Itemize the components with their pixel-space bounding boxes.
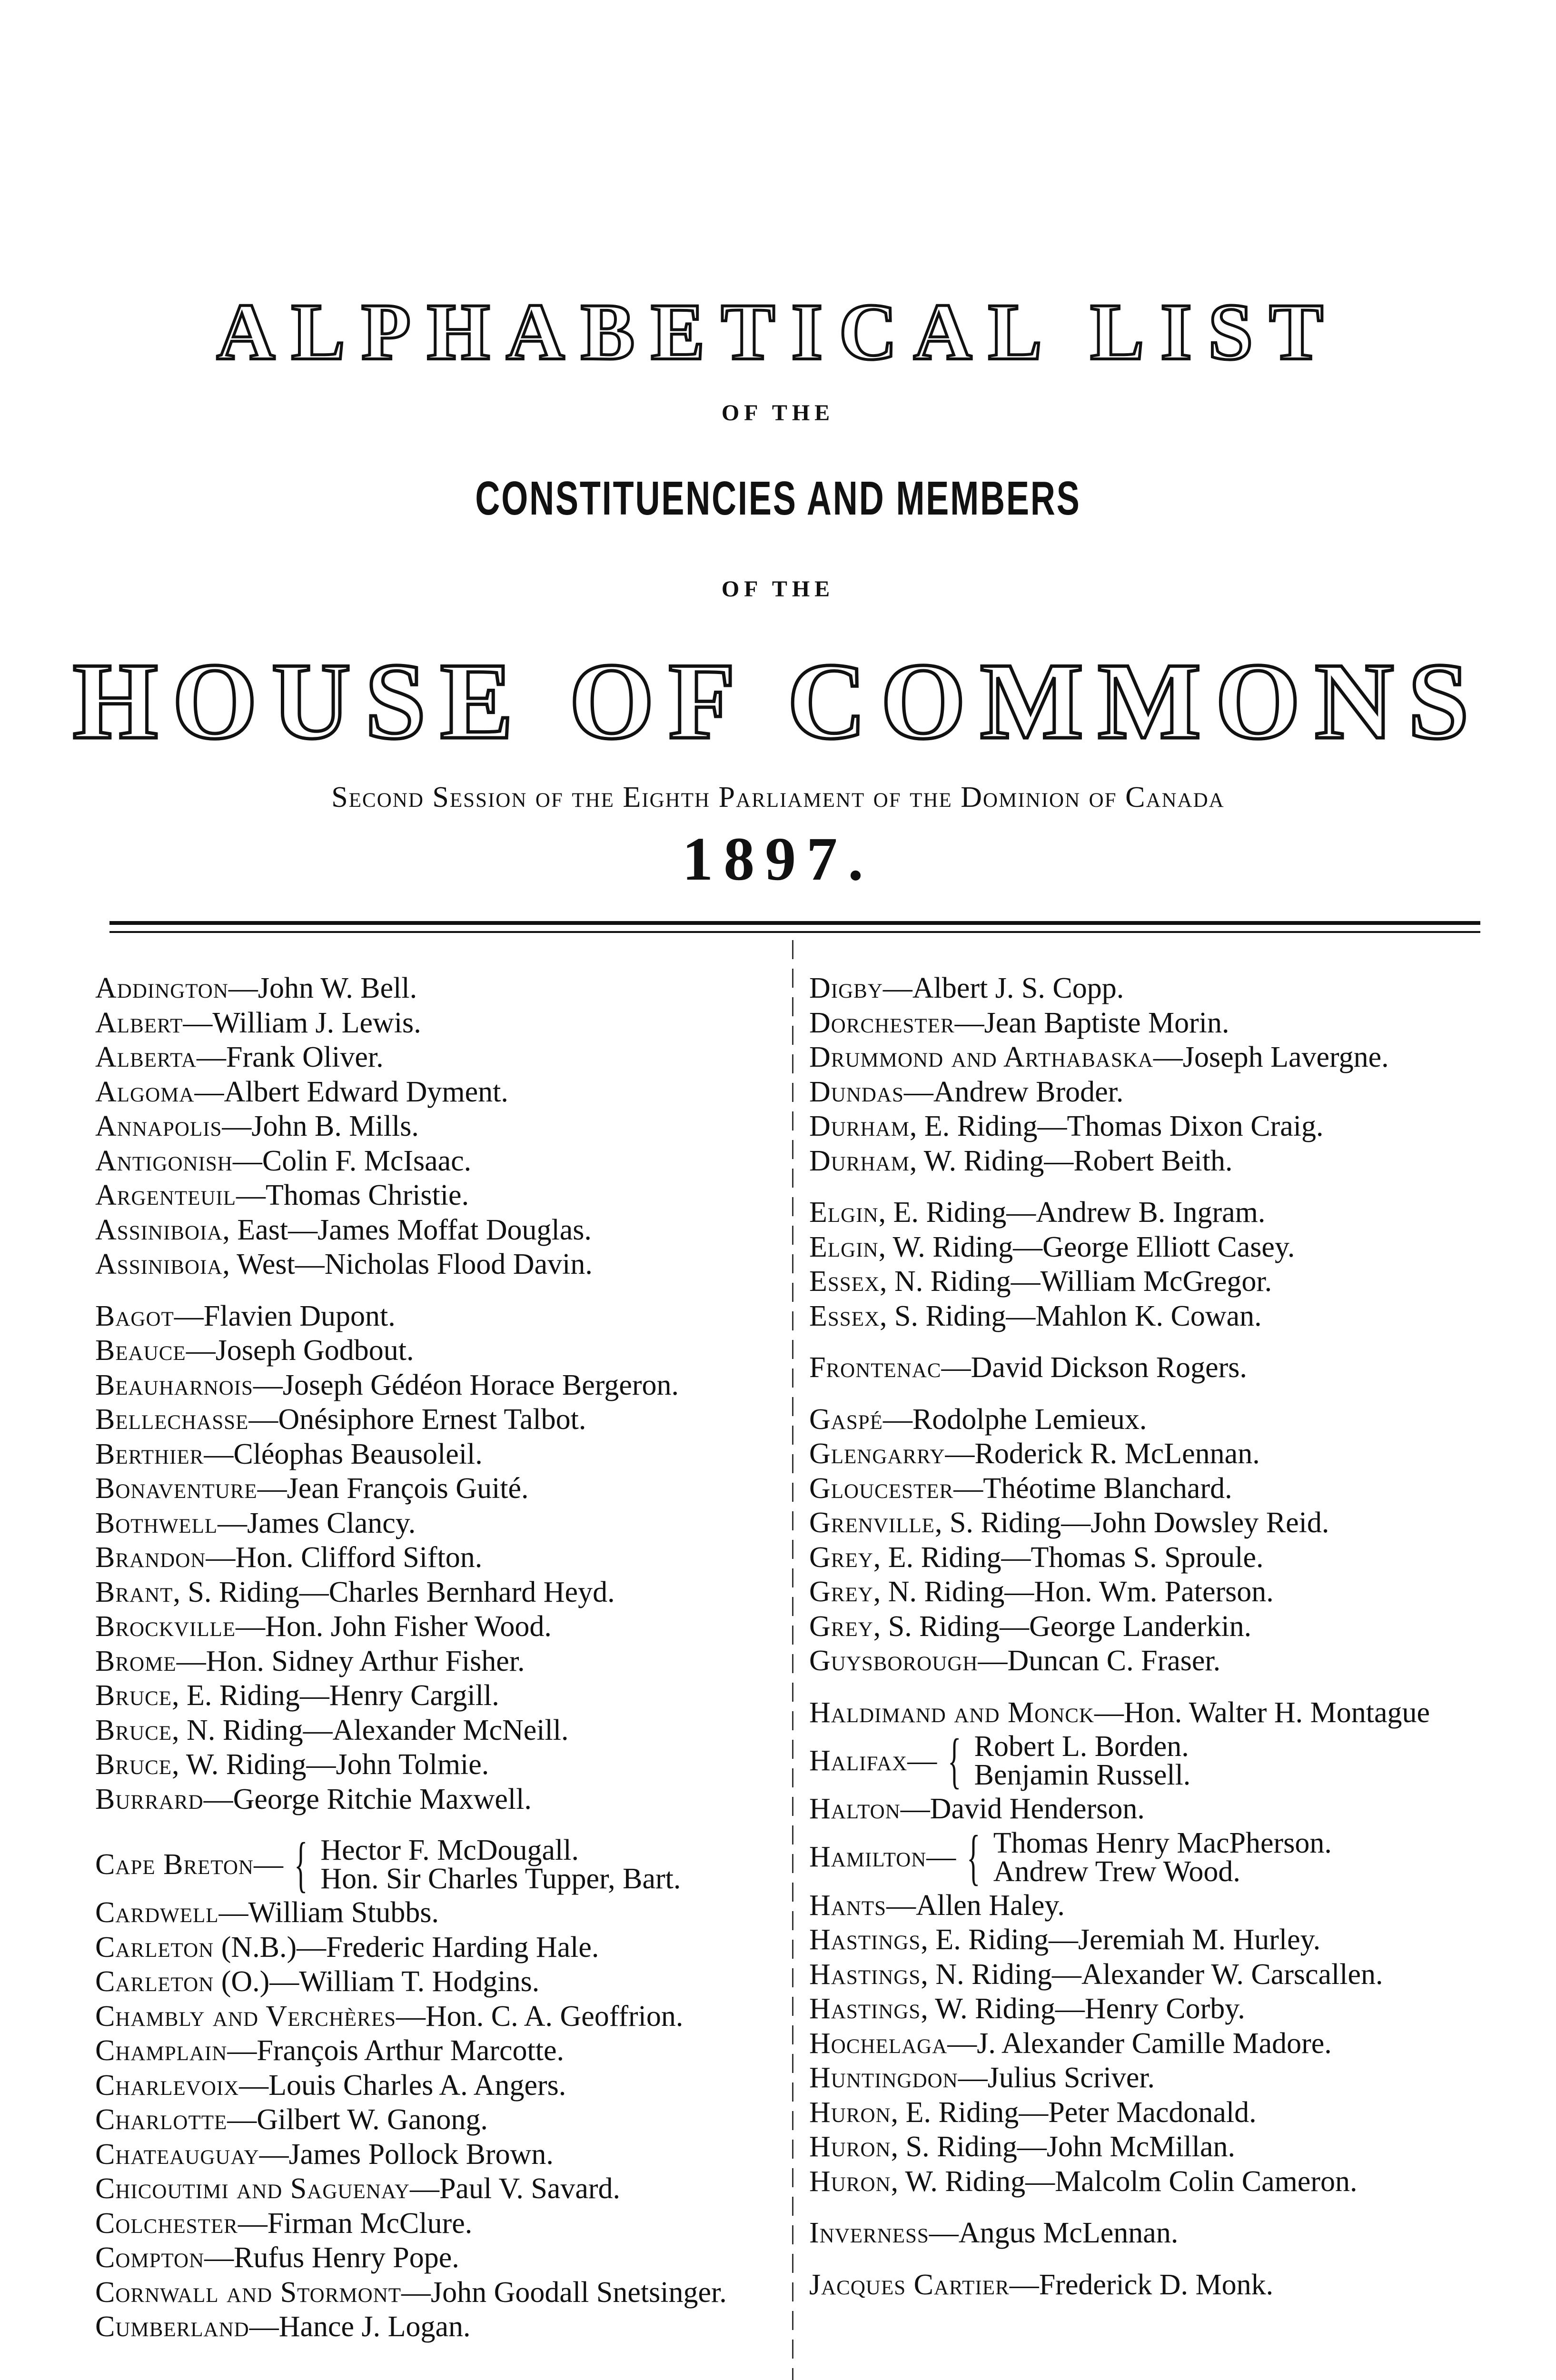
brace-glyph: { bbox=[294, 1830, 308, 1899]
list-item bbox=[809, 1471, 1533, 1506]
list-item bbox=[95, 2137, 781, 2172]
member-name: , S. Riding—George Landerkin. bbox=[873, 1610, 1252, 1643]
list-item bbox=[809, 1109, 1533, 1144]
constituency-name: Chambly and Verchères bbox=[95, 2000, 396, 2033]
member-name: —Hon. C. A. Geoffrion. bbox=[396, 2000, 684, 2033]
constituency-name: Hants bbox=[809, 1889, 887, 1922]
section-gap bbox=[809, 1678, 1533, 1696]
list-item bbox=[809, 1195, 1533, 1230]
member-name: Hon. Sir Charles Tupper, Bart. bbox=[320, 1863, 681, 1895]
constituency-name: Essex bbox=[809, 1265, 880, 1298]
list-item bbox=[95, 1213, 781, 1248]
constituency-name: Charlevoix bbox=[95, 2069, 239, 2102]
constituency-name: Haldimand and Monck bbox=[809, 1696, 1094, 1729]
list-item bbox=[809, 1992, 1533, 2026]
constituency-name: Halton bbox=[809, 1793, 901, 1825]
constituency-name: Inverness bbox=[809, 2217, 929, 2249]
list-item bbox=[95, 1247, 781, 1282]
member-name: —James Clancy. bbox=[218, 1507, 416, 1539]
member-name: —Albert J. S. Copp. bbox=[882, 972, 1124, 1004]
session-line: Second Session of the Eighth Parliament of the Dominion of Canada bbox=[331, 781, 1225, 813]
member-name: (N.B.)—Frederic Harding Hale. bbox=[214, 1931, 599, 1964]
member-name: —Hon. Sidney Arthur Fisher. bbox=[176, 1645, 525, 1677]
list-item bbox=[809, 1006, 1533, 1041]
list-item bbox=[809, 1823, 1533, 1892]
member-name: , N. Riding—Alexander W. Carscallen. bbox=[921, 1958, 1383, 1991]
constituency-name: Essex bbox=[809, 1299, 880, 1332]
member-name: —Rodolphe Lemieux. bbox=[882, 1403, 1147, 1436]
member-name: , E. Riding—Thomas Dixon Craig. bbox=[909, 1110, 1324, 1142]
member-name: —Albert Edward Dyment. bbox=[194, 1075, 508, 1108]
member-name: —Flavien Dupont. bbox=[174, 1299, 396, 1332]
constituency-name: Algoma bbox=[95, 1075, 195, 1108]
list-item bbox=[95, 1075, 781, 1110]
member-name: , E. Riding—Peter Macdonald. bbox=[891, 2096, 1257, 2129]
list-item bbox=[95, 1006, 781, 1041]
constituency-name: Albert bbox=[95, 1006, 183, 1039]
member-name: —Roderick R. McLennan. bbox=[945, 1438, 1260, 1470]
list-item bbox=[809, 2216, 1533, 2251]
list-item bbox=[95, 1040, 781, 1075]
member-name: —George Ritchie Maxwell. bbox=[203, 1783, 532, 1815]
section-gap bbox=[809, 1178, 1533, 1195]
member-name: —Jean Baptiste Morin. bbox=[954, 1006, 1229, 1039]
list-item bbox=[95, 1830, 781, 1899]
member-name: —Hon. Walter H. Montague bbox=[1094, 1696, 1430, 1729]
member-name: —Hon. John Fisher Wood. bbox=[236, 1610, 552, 1643]
list-item bbox=[809, 1144, 1533, 1179]
constituency-name: Hastings bbox=[809, 1924, 921, 1956]
constituency-name: Alberta bbox=[95, 1041, 197, 1073]
member-name: —Angus McLennan. bbox=[929, 2217, 1179, 2249]
member-name: , N. Riding—Hon. Wm. Paterson. bbox=[873, 1576, 1274, 1608]
member-name: —Thomas Christie. bbox=[236, 1179, 469, 1211]
dash: — bbox=[907, 1744, 937, 1777]
constituency-name: Charlotte bbox=[95, 2103, 228, 2136]
member-name: —Théotime Blanchard. bbox=[953, 1472, 1232, 1505]
list-item bbox=[809, 2026, 1533, 2061]
year: 1897. bbox=[682, 825, 874, 893]
page-title: ALPHABETICAL LIST bbox=[217, 287, 1339, 377]
list-item bbox=[95, 1895, 781, 1930]
list-item bbox=[809, 1506, 1533, 1540]
list-item bbox=[95, 2068, 781, 2103]
list-item bbox=[809, 1264, 1533, 1299]
constituency-name: Grenville bbox=[809, 1507, 935, 1539]
member-group bbox=[974, 1732, 1191, 1789]
list-item bbox=[95, 1178, 781, 1213]
constituency-name: Durham bbox=[809, 1110, 910, 1142]
constituency-name: Hochelaga bbox=[809, 2027, 948, 2060]
list-item bbox=[95, 2172, 781, 2206]
subtitle-constituencies: CONSTITUENCIES AND MEMBERS bbox=[475, 472, 1081, 525]
list-item bbox=[95, 1644, 781, 1679]
list-item bbox=[95, 1930, 781, 1965]
list-item bbox=[809, 1696, 1533, 1730]
constituency-name: Colchester bbox=[95, 2207, 238, 2240]
member-name: —Rufus Henry Pope. bbox=[204, 2241, 459, 2274]
list-item bbox=[809, 971, 1533, 1006]
list-item bbox=[95, 1999, 781, 2034]
list-item bbox=[95, 971, 781, 1006]
constituency-name: Dorchester bbox=[809, 1006, 955, 1039]
member-name: , E. Riding—Thomas S. Sproule. bbox=[873, 1541, 1264, 1574]
constituency-name: Burrard bbox=[95, 1783, 204, 1815]
list-item bbox=[809, 2095, 1533, 2130]
constituency-name: Huron bbox=[809, 2131, 891, 2163]
member-name: —Firman McClure. bbox=[238, 2207, 473, 2240]
member-name: —Hance J. Logan. bbox=[249, 2311, 471, 2343]
list-item bbox=[95, 1609, 781, 1644]
dash: — bbox=[253, 1848, 283, 1881]
constituency-name: Cardwell bbox=[95, 1896, 219, 1929]
member-name: Robert L. Borden. bbox=[974, 1730, 1189, 1763]
list-item bbox=[809, 2130, 1533, 2164]
member-name: , W. Riding—Malcolm Colin Cameron. bbox=[891, 2165, 1358, 2198]
member-name: —Colin F. McIsaac. bbox=[232, 1144, 472, 1177]
member-name: —Andrew Broder. bbox=[903, 1075, 1124, 1108]
section-gap bbox=[809, 1385, 1533, 1402]
constituency-name: Frontenac bbox=[809, 1351, 942, 1384]
section-gap bbox=[809, 2199, 1533, 2216]
constituency-name: Champlain bbox=[95, 2034, 228, 2067]
list-item bbox=[809, 2268, 1533, 2302]
brace-glyph: { bbox=[948, 1726, 961, 1795]
member-name: —Allen Haley. bbox=[886, 1889, 1065, 1922]
constituency-name: Huron bbox=[809, 2165, 891, 2198]
list-item bbox=[809, 1075, 1533, 1110]
constituency-name: Digby bbox=[809, 972, 883, 1004]
constituency-name: Annapolis bbox=[95, 1110, 222, 1142]
list-item bbox=[95, 1964, 781, 1999]
section-gap bbox=[809, 2251, 1533, 2268]
list-item bbox=[809, 1299, 1533, 1334]
member-name: , West—Nicholas Flood Davin. bbox=[222, 1248, 593, 1280]
constituency-name: Gaspé bbox=[809, 1403, 883, 1436]
constituency-name: Chicoutimi and Saguenay bbox=[95, 2172, 410, 2205]
member-name: —Frank Oliver. bbox=[196, 1041, 384, 1073]
list-item bbox=[95, 1782, 781, 1817]
list-item bbox=[95, 1747, 781, 1782]
constituency-name: Dundas bbox=[809, 1075, 904, 1108]
list-item bbox=[95, 1333, 781, 1368]
constituency-name: Grey bbox=[809, 1576, 873, 1608]
member-name: , N. Riding—Alexander McNeill. bbox=[172, 1714, 569, 1746]
member-name: —John B. Mills. bbox=[222, 1110, 419, 1142]
constituency-name: Argenteuil bbox=[95, 1179, 236, 1211]
constituency-name: Grey bbox=[809, 1610, 873, 1643]
member-name: —Cléophas Beausoleil. bbox=[204, 1438, 483, 1470]
constituency-name: Addington bbox=[95, 972, 228, 1004]
constituency-name: Hastings bbox=[809, 1958, 921, 1991]
brace-glyph: { bbox=[967, 1823, 981, 1892]
constituency-name: Brant bbox=[95, 1576, 173, 1608]
section-gap bbox=[809, 1333, 1533, 1350]
constituency-name: Drummond and Arthabaska bbox=[809, 1041, 1153, 1073]
list-item bbox=[809, 1437, 1533, 1471]
list-item bbox=[95, 1575, 781, 1610]
member-name: , W. Riding—Henry Corby. bbox=[921, 1993, 1245, 2025]
subtitle-of-the-2: OF THE bbox=[721, 576, 835, 602]
constituency-name: Elgin bbox=[809, 1196, 879, 1229]
member-name: Benjamin Russell. bbox=[974, 1759, 1191, 1791]
section-gap bbox=[95, 1816, 781, 1834]
right-column bbox=[809, 971, 1533, 2302]
list-item bbox=[95, 2033, 781, 2068]
constituency-name: Carleton bbox=[95, 1931, 214, 1964]
list-item bbox=[95, 2102, 781, 2137]
constituency-name: Assiniboia bbox=[95, 1213, 223, 1246]
list-item bbox=[809, 2164, 1533, 2199]
member-name: , S. Riding—Mahlon K. Cowan. bbox=[880, 1299, 1262, 1332]
constituency-name: Brandon bbox=[95, 1541, 206, 1574]
constituency-name: Hastings bbox=[809, 1993, 921, 2025]
member-name: , S. Riding—Charles Bernhard Heyd. bbox=[173, 1576, 615, 1608]
constituency-name: Cornwall and Stormont bbox=[95, 2276, 402, 2309]
subtitle-of-the: OF THE bbox=[721, 400, 835, 426]
constituency-name: Glengarry bbox=[809, 1438, 945, 1470]
column-divider bbox=[792, 940, 793, 2380]
constituency-name: Bellechasse bbox=[95, 1403, 249, 1436]
member-name: —François Arthur Marcotte. bbox=[227, 2034, 564, 2067]
constituency-name: Compton bbox=[95, 2241, 205, 2274]
constituency-name: Brome bbox=[95, 1645, 177, 1677]
list-item bbox=[95, 1299, 781, 1334]
constituency-name: Jacques Cartier bbox=[809, 2268, 1010, 2301]
member-name: —J. Alexander Camille Madore. bbox=[947, 2027, 1332, 2060]
list-item bbox=[809, 1726, 1533, 1795]
member-name: —Onésiphore Ernest Talbot. bbox=[248, 1403, 586, 1436]
dash: — bbox=[926, 1841, 956, 1874]
member-name: —Paul V. Savard. bbox=[409, 2172, 620, 2205]
constituency-name: Carleton bbox=[95, 1965, 214, 1998]
member-group bbox=[320, 1836, 681, 1893]
list-item bbox=[809, 1957, 1533, 1992]
list-item bbox=[95, 1437, 781, 1472]
constituency-name: Brockville bbox=[95, 1610, 236, 1643]
member-name: —William Stubbs. bbox=[218, 1896, 439, 1929]
constituency-name: Berthier bbox=[95, 1438, 204, 1470]
member-name: —Julius Scriver. bbox=[958, 2062, 1155, 2094]
member-name: , S. Riding—John McMillan. bbox=[891, 2131, 1236, 2163]
list-item bbox=[95, 2310, 781, 2344]
constituency-name: Bruce bbox=[95, 1679, 172, 1712]
member-name: —David Dickson Rogers. bbox=[941, 1351, 1247, 1384]
list-item bbox=[95, 1144, 781, 1179]
constituency-name: Huntingdon bbox=[809, 2062, 958, 2094]
constituency-name: Bagot bbox=[95, 1299, 174, 1332]
divider-rule-thin bbox=[109, 931, 1480, 933]
constituency-name: Antigonish bbox=[95, 1144, 233, 1177]
member-name: , E. Riding—Jeremiah M. Hurley. bbox=[921, 1924, 1321, 1956]
member-name: —Gilbert W. Ganong. bbox=[227, 2103, 488, 2136]
constituency-name: Huron bbox=[809, 2096, 891, 2129]
list-item bbox=[809, 1888, 1533, 1923]
member-name: Andrew Trew Wood. bbox=[993, 1855, 1240, 1888]
constituency-name: Elgin bbox=[809, 1230, 879, 1263]
list-item bbox=[95, 1506, 781, 1541]
member-name: —Joseph Godbout. bbox=[186, 1334, 414, 1367]
constituency-name: Halifax bbox=[809, 1744, 908, 1777]
member-name: , S. Riding—John Dowsley Reid. bbox=[934, 1507, 1329, 1539]
member-name: —James Pollock Brown. bbox=[259, 2138, 554, 2171]
divider-rule-thick bbox=[109, 921, 1480, 925]
member-name: —Joseph Lavergne. bbox=[1153, 1041, 1389, 1073]
list-item bbox=[809, 2061, 1533, 2095]
list-item bbox=[809, 1350, 1533, 1385]
constituency-name: Beauharnois bbox=[95, 1368, 253, 1401]
constituency-name: Bruce bbox=[95, 1714, 172, 1746]
list-item bbox=[809, 1040, 1533, 1075]
constituency-name: Guysborough bbox=[809, 1645, 978, 1677]
member-name: —Louis Charles A. Angers. bbox=[239, 2069, 566, 2102]
list-item bbox=[95, 1402, 781, 1437]
list-item bbox=[95, 2206, 781, 2241]
constituency-name: Assiniboia bbox=[95, 1248, 223, 1280]
house-of-commons-title: HOUSE OF COMMONS bbox=[72, 640, 1484, 762]
list-item bbox=[809, 1230, 1533, 1265]
member-name: , E. Riding—Andrew B. Ingram. bbox=[878, 1196, 1266, 1229]
constituency-name: Gloucester bbox=[809, 1472, 954, 1505]
member-name: , W. Riding—John Tolmie. bbox=[172, 1748, 489, 1781]
member-name: (O.)—William T. Hodgins. bbox=[214, 1965, 540, 1998]
list-item bbox=[809, 1402, 1533, 1437]
list-item bbox=[95, 1368, 781, 1403]
member-name: —Duncan C. Fraser. bbox=[978, 1645, 1221, 1677]
member-name: , W. Riding—George Elliott Casey. bbox=[878, 1230, 1295, 1263]
list-item bbox=[809, 1540, 1533, 1575]
member-group bbox=[993, 1826, 1332, 1888]
constituency-name: Bothwell bbox=[95, 1507, 218, 1539]
constituency-name: Cumberland bbox=[95, 2311, 249, 2343]
member-name: Hector F. McDougall. bbox=[320, 1834, 579, 1866]
constituency-name: Hamilton bbox=[809, 1841, 927, 1874]
member-name: —Hon. Clifford Sifton. bbox=[206, 1541, 483, 1574]
constituency-name: Beauce bbox=[95, 1334, 186, 1367]
member-name: —Jean François Guité. bbox=[257, 1472, 529, 1505]
list-item bbox=[95, 2241, 781, 2275]
constituency-name: Bruce bbox=[95, 1748, 172, 1781]
member-name: —John W. Bell. bbox=[228, 972, 417, 1004]
left-column bbox=[95, 971, 781, 2344]
list-item bbox=[95, 1471, 781, 1506]
member-name: , N. Riding—William McGregor. bbox=[880, 1265, 1272, 1298]
list-item bbox=[95, 1678, 781, 1713]
list-item bbox=[809, 1792, 1533, 1826]
member-name: , W. Riding—Robert Beith. bbox=[909, 1144, 1233, 1177]
constituency-name: Durham bbox=[809, 1144, 910, 1177]
list-item bbox=[809, 1923, 1533, 1957]
list-item bbox=[809, 1644, 1533, 1678]
list-item bbox=[809, 1575, 1533, 1609]
list-item bbox=[809, 1609, 1533, 1644]
member-name: —John Goodall Snetsinger. bbox=[401, 2276, 727, 2309]
member-name: , East—James Moffat Douglas. bbox=[222, 1213, 592, 1246]
list-item bbox=[95, 2275, 781, 2310]
list-item bbox=[95, 1713, 781, 1748]
member-name: Thomas Henry MacPherson. bbox=[993, 1826, 1332, 1859]
constituency-name: Cape Breton bbox=[95, 1848, 254, 1881]
constituency-name: Bonaventure bbox=[95, 1472, 258, 1505]
list-item bbox=[95, 1109, 781, 1144]
section-gap bbox=[95, 1282, 781, 1299]
constituency-name: Grey bbox=[809, 1541, 873, 1574]
member-name: —Frederick D. Monk. bbox=[1009, 2268, 1274, 2301]
member-name: —William J. Lewis. bbox=[183, 1006, 421, 1039]
member-name: , E. Riding—Henry Cargill. bbox=[172, 1679, 499, 1712]
list-item bbox=[95, 1540, 781, 1575]
constituency-name: Chateauguay bbox=[95, 2138, 259, 2171]
member-name: —Joseph Gédéon Horace Bergeron. bbox=[253, 1368, 679, 1401]
member-name: —David Henderson. bbox=[900, 1793, 1145, 1825]
